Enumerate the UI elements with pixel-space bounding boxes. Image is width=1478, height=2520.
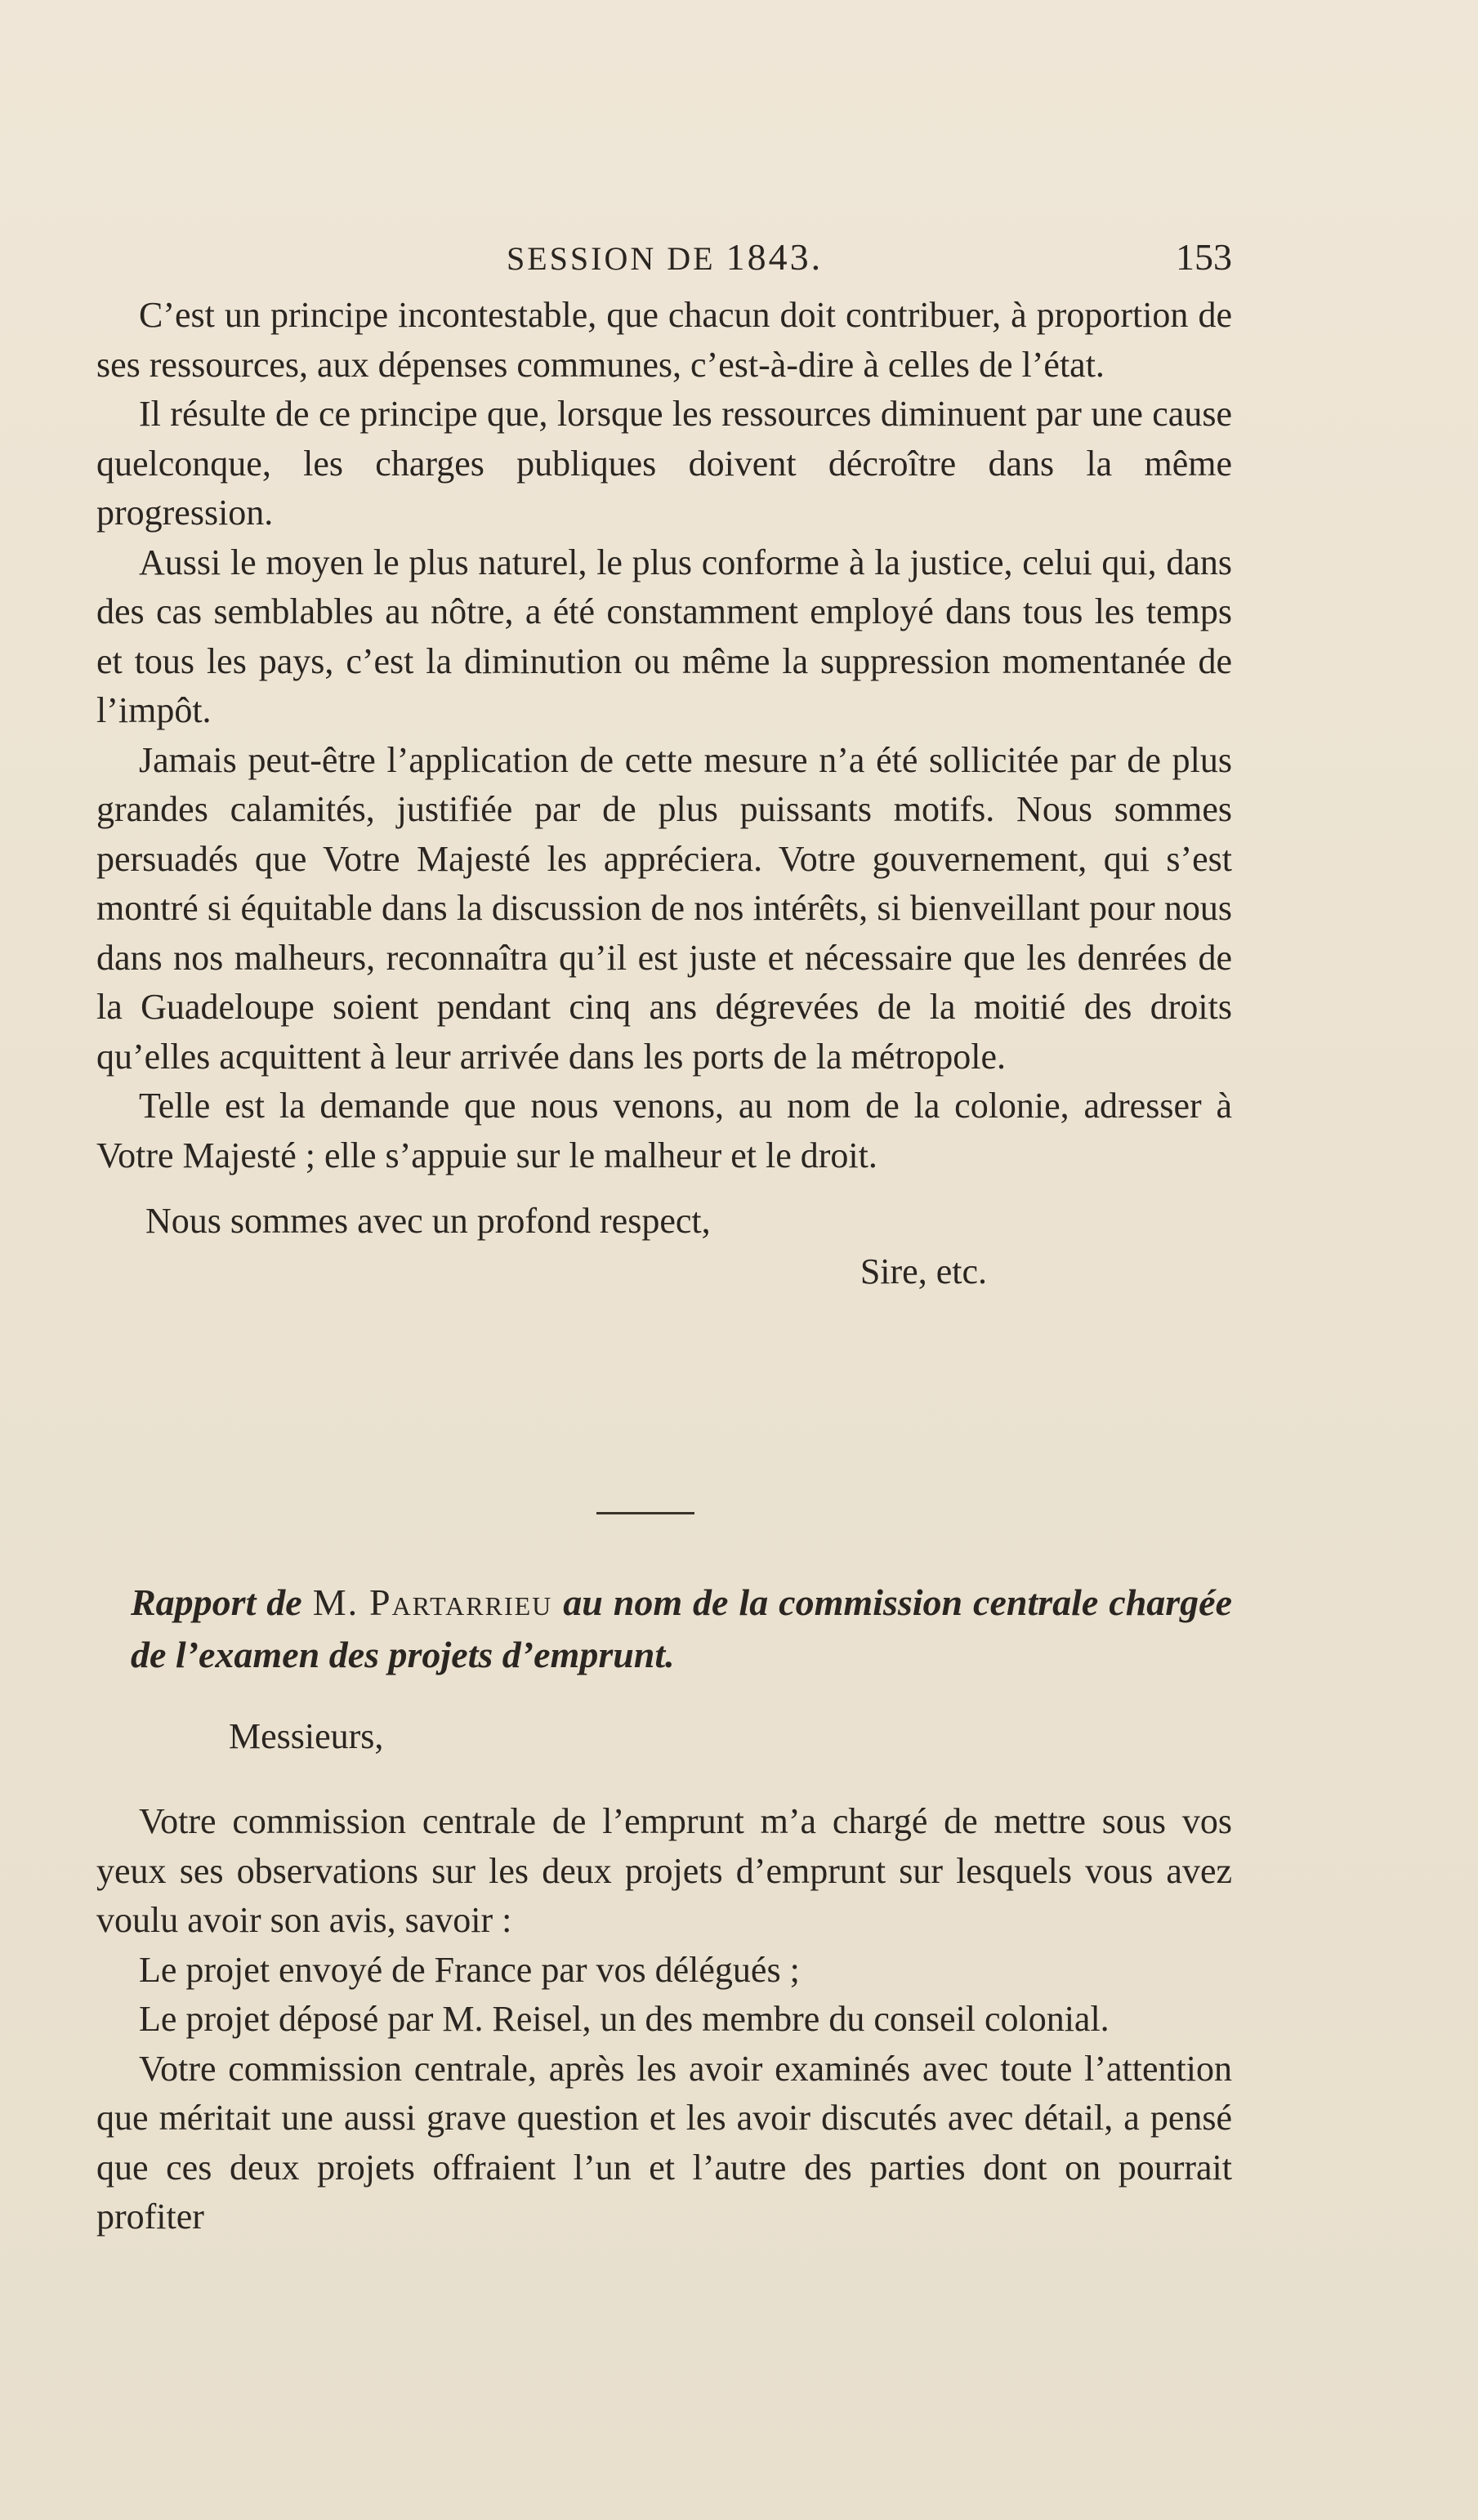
body-paragraph-2: Il résulte de ce principe que, lorsque les ressources diminuent par une cause quelconque, les charges publiques doivent décroître dans la même progression.: [96, 394, 1232, 533]
report-paragraph-4: Votre commission centrale, après les avoir examinés avec toute l’attention que méritait une aussi grave question et les avoir discutés avec détail, a pensé que ces deux projets offraient l’un et l’autre des parties dont on pourrait profiter: [96, 2048, 1232, 2237]
report-paragraph-2: Le projet envoyé de France par vos délégués ;: [139, 1949, 800, 1990]
page-header: [114, 235, 1232, 284]
body-paragraph-1: C’est un principe incontestable, que chacun doit contribuer, à proportion de ses ressources, aux dépenses communes, c’est-à-dire à celles de l’état.: [96, 295, 1232, 385]
signature: Sire, etc.: [860, 1251, 987, 1291]
section-divider: [596, 1512, 694, 1514]
report-paragraph-3: Le projet déposé par M. Reisel, un des membre du conseil colonial.: [139, 1999, 1110, 2039]
letter-body: [96, 291, 1232, 1298]
closing-line: Nous sommes avec un profond respect,: [145, 1201, 711, 1241]
report-paragraph-1: Votre commission centrale de l’emprunt m’a chargé de mettre sous vos yeux ses observations sur les deux projets d’emprunt sur lesquels vous avez voulu avoir son avis, savoir :: [96, 1801, 1232, 1940]
report-body: [96, 1797, 1232, 2242]
page-number: 153: [1176, 236, 1232, 278]
report-title-prefix: Rapport de: [131, 1581, 302, 1623]
report-title-m: M.: [312, 1581, 359, 1623]
body-paragraph-4: Jamais peut-être l’application de cette mesure n’a été sollicitée par de plus grandes calamités, justifiée par de plus puissants motifs. Nous sommes persuadés que Votre Majesté les appréciera. Votre gouvernement, qui s’est montré si équitable dans la discussion de nos intérêts, si bienveillant pour nous dans nos malheurs, reconnaîtra qu’il est juste et nécessaire que les denrées de la Guadeloupe soient pendant cinq ans dégrevées de la moitié des droits qu’elles acquittent à leur arrivée dans les ports de la métropole.: [96, 739, 1232, 1077]
report-title: [131, 1577, 1232, 1681]
body-paragraph-3: Aussi le moyen le plus naturel, le plus conforme à la justice, celui qui, dans des cas semblables au nôtre, a été constamment employé dans tous les temps et tous les pays, c’est la diminution ou même la suppression momentanée de l’impôt.: [96, 542, 1232, 730]
salutation: Messieurs,: [229, 1716, 384, 1756]
running-head: [507, 235, 823, 279]
report-title-rest: au nom de la commission centrale chargée de l’examen des projets d’emprunt.: [131, 1581, 1233, 1675]
body-paragraph-5: Telle est la demande que nous venons, au nom de la colonie, adresser à Votre Majesté ; elle s’appuie sur le malheur et le droit.: [96, 1086, 1232, 1175]
running-head-year: 1843.: [726, 236, 824, 278]
running-head-text: SESSION DE: [507, 240, 716, 277]
report-author: Partarrieu: [369, 1581, 553, 1623]
